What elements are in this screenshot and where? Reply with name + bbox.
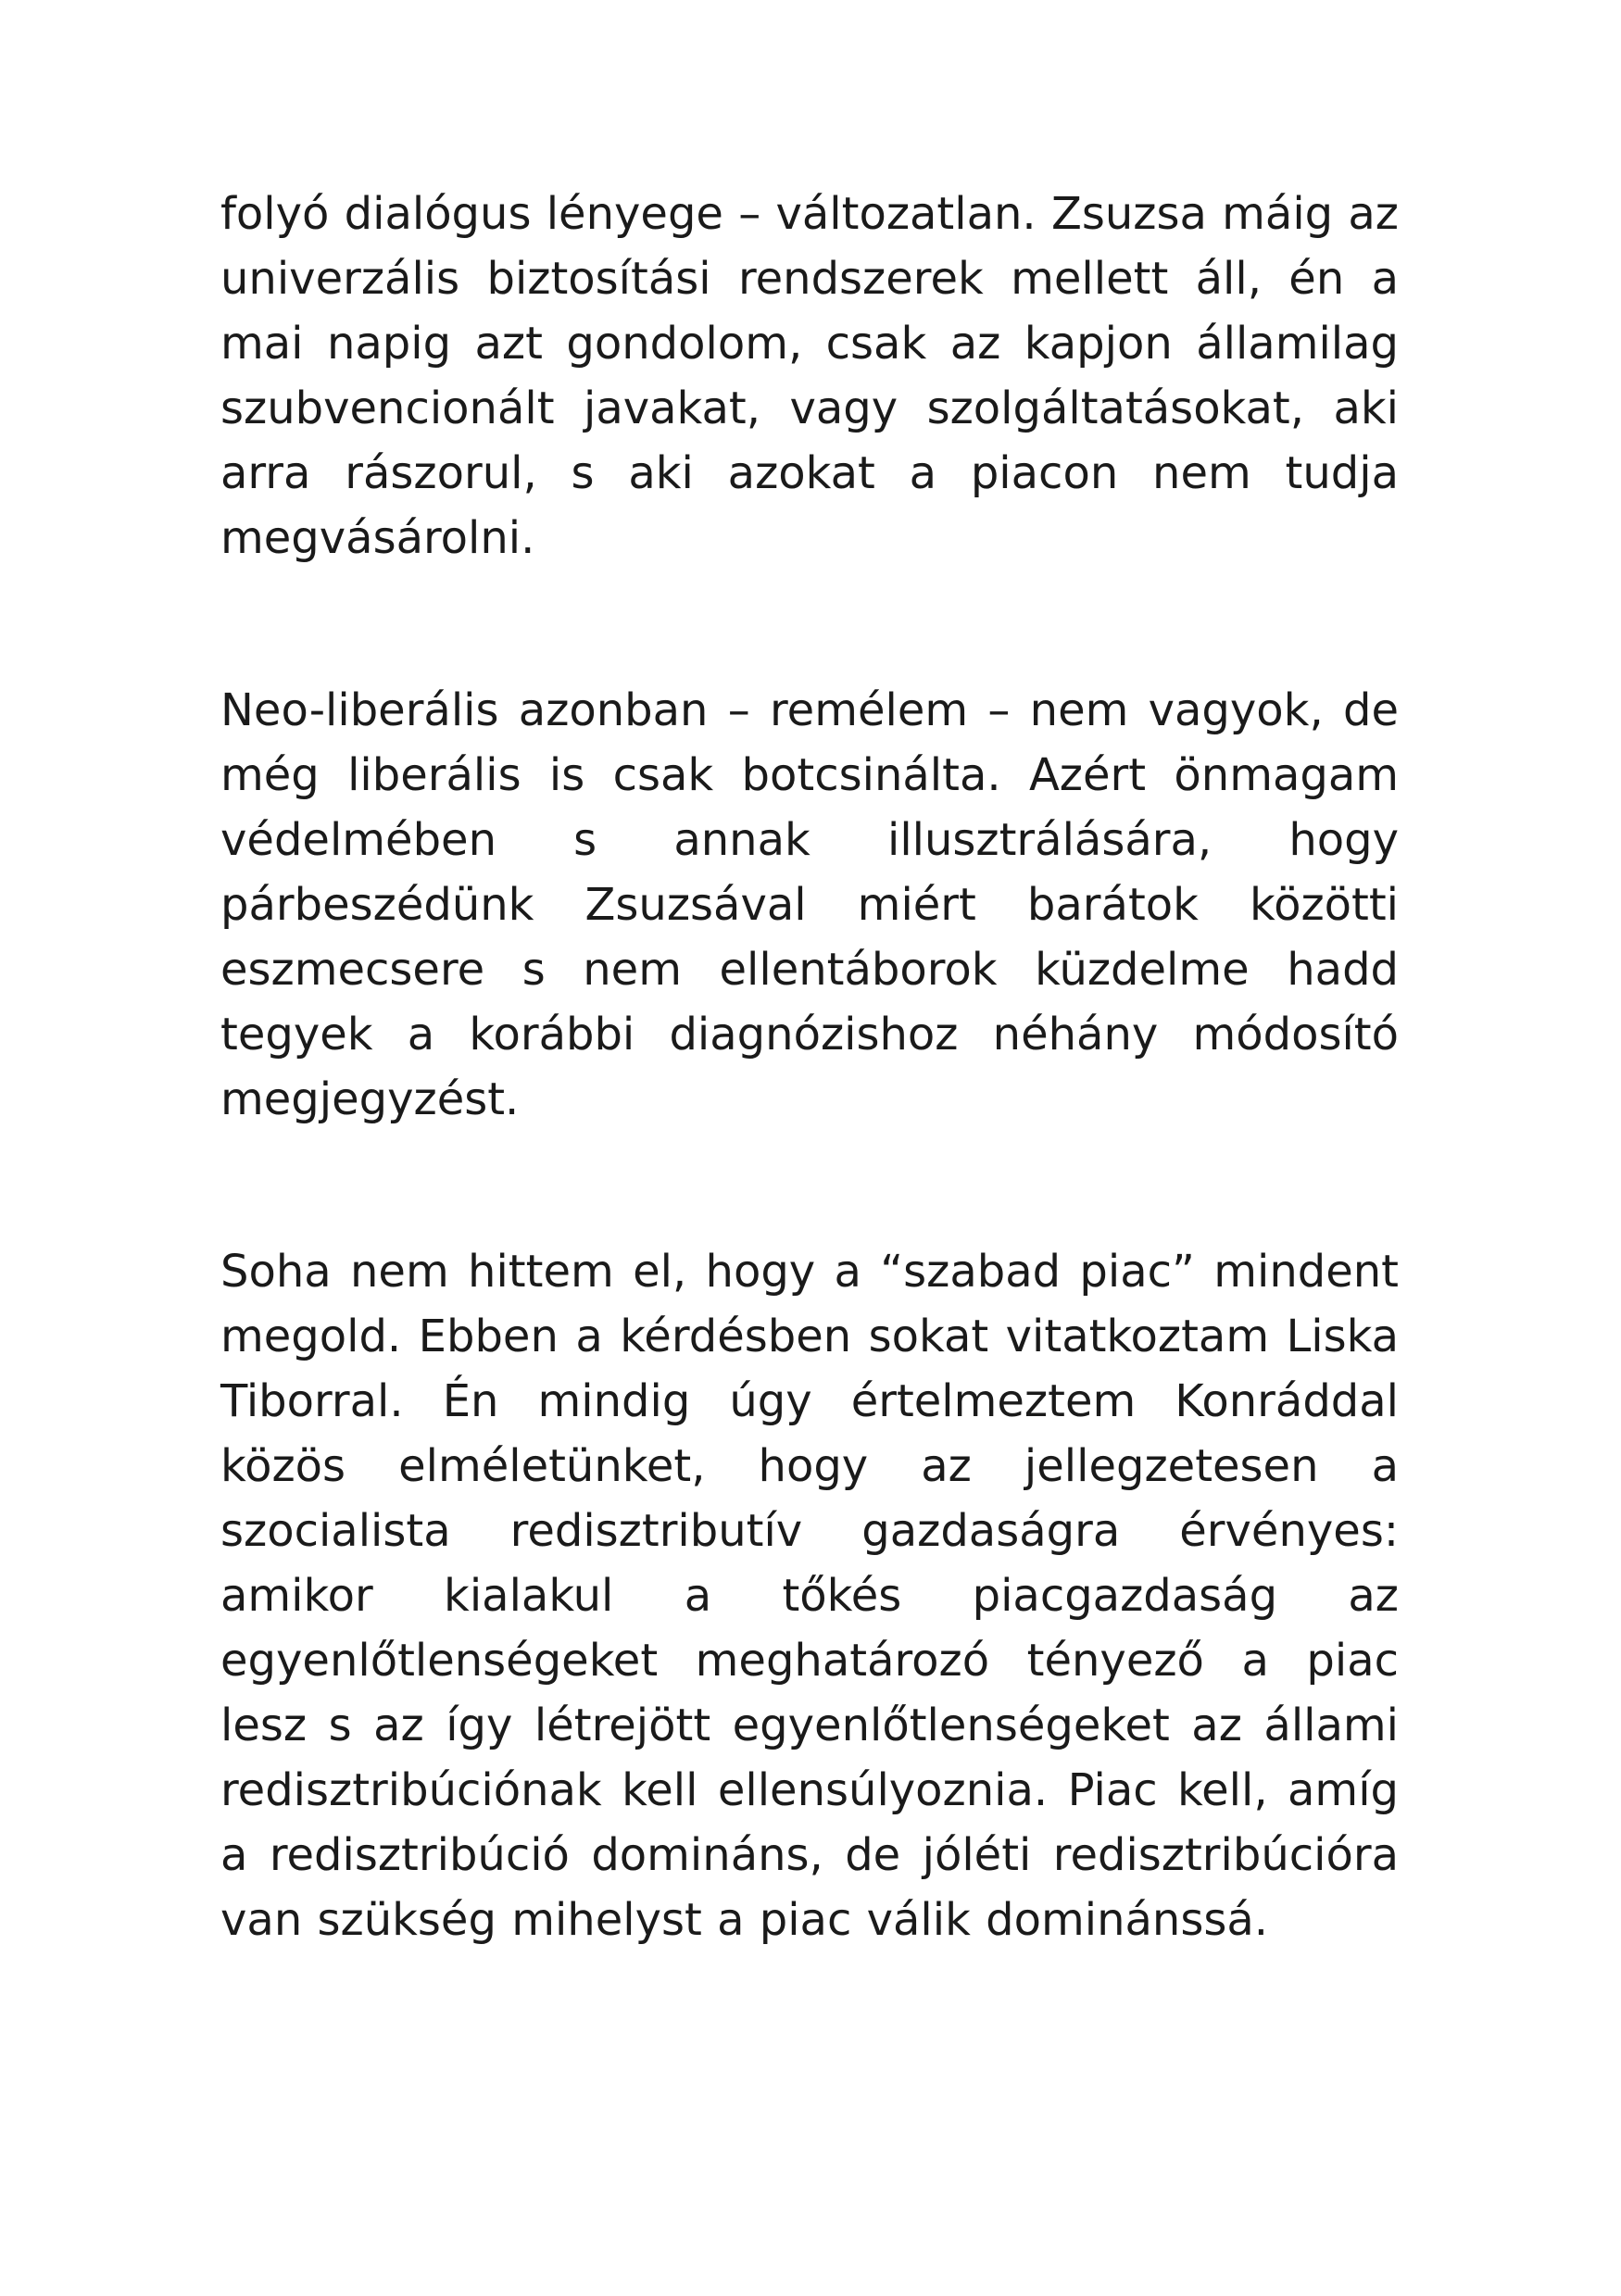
paragraph-3: Soha nem hittem el, hogy a “szabad piac” mindent megold. Ebben a kérdésben sokat vitatkoztam Liska Tiborral. Én mindig úgy értelmeztem Konráddal közös elméletünket, hogy az jellegzetesen a szocialista redisztributív gazdaságra érvényes: amikor kialakul a tőkés piacgazdaság az egyenlőtlenségeket meghatározó tényező a piac lesz s az így létrejött egyenlőtlenségeket az állami redisztribúciónak kell ellensúlyoznia. Piac kell, amíg a redisztribúció domináns, de jóléti redisztribúcióra van szükség mihelyst a piac válik dominánssá. [220, 1246, 1399, 1946]
paragraph-2: Neo-liberális azonban – remélem – nem vagyok, de még liberális is csak botcsinálta. Azért önmagam védelmében s annak illusztrálására, hogy párbeszédünk Zsuzsával miért barátok közötti eszmecsere s nem ellentáborok küzdelme hadd tegyek a korábbi diagnózishoz néhány módosító megjegyzést. [220, 684, 1399, 1125]
paragraph-1: folyó dialógus lényege – változatlan. Zsuzsa máig az univerzális biztosítási rendszerek mellett áll, én a mai napig azt gondolom, csak az kapjon államilag szubvencionált javakat, vagy szolgáltatásokat, aki arra rászorul, s aki azokat a piacon nem tudja megvásárolni. [220, 188, 1399, 564]
